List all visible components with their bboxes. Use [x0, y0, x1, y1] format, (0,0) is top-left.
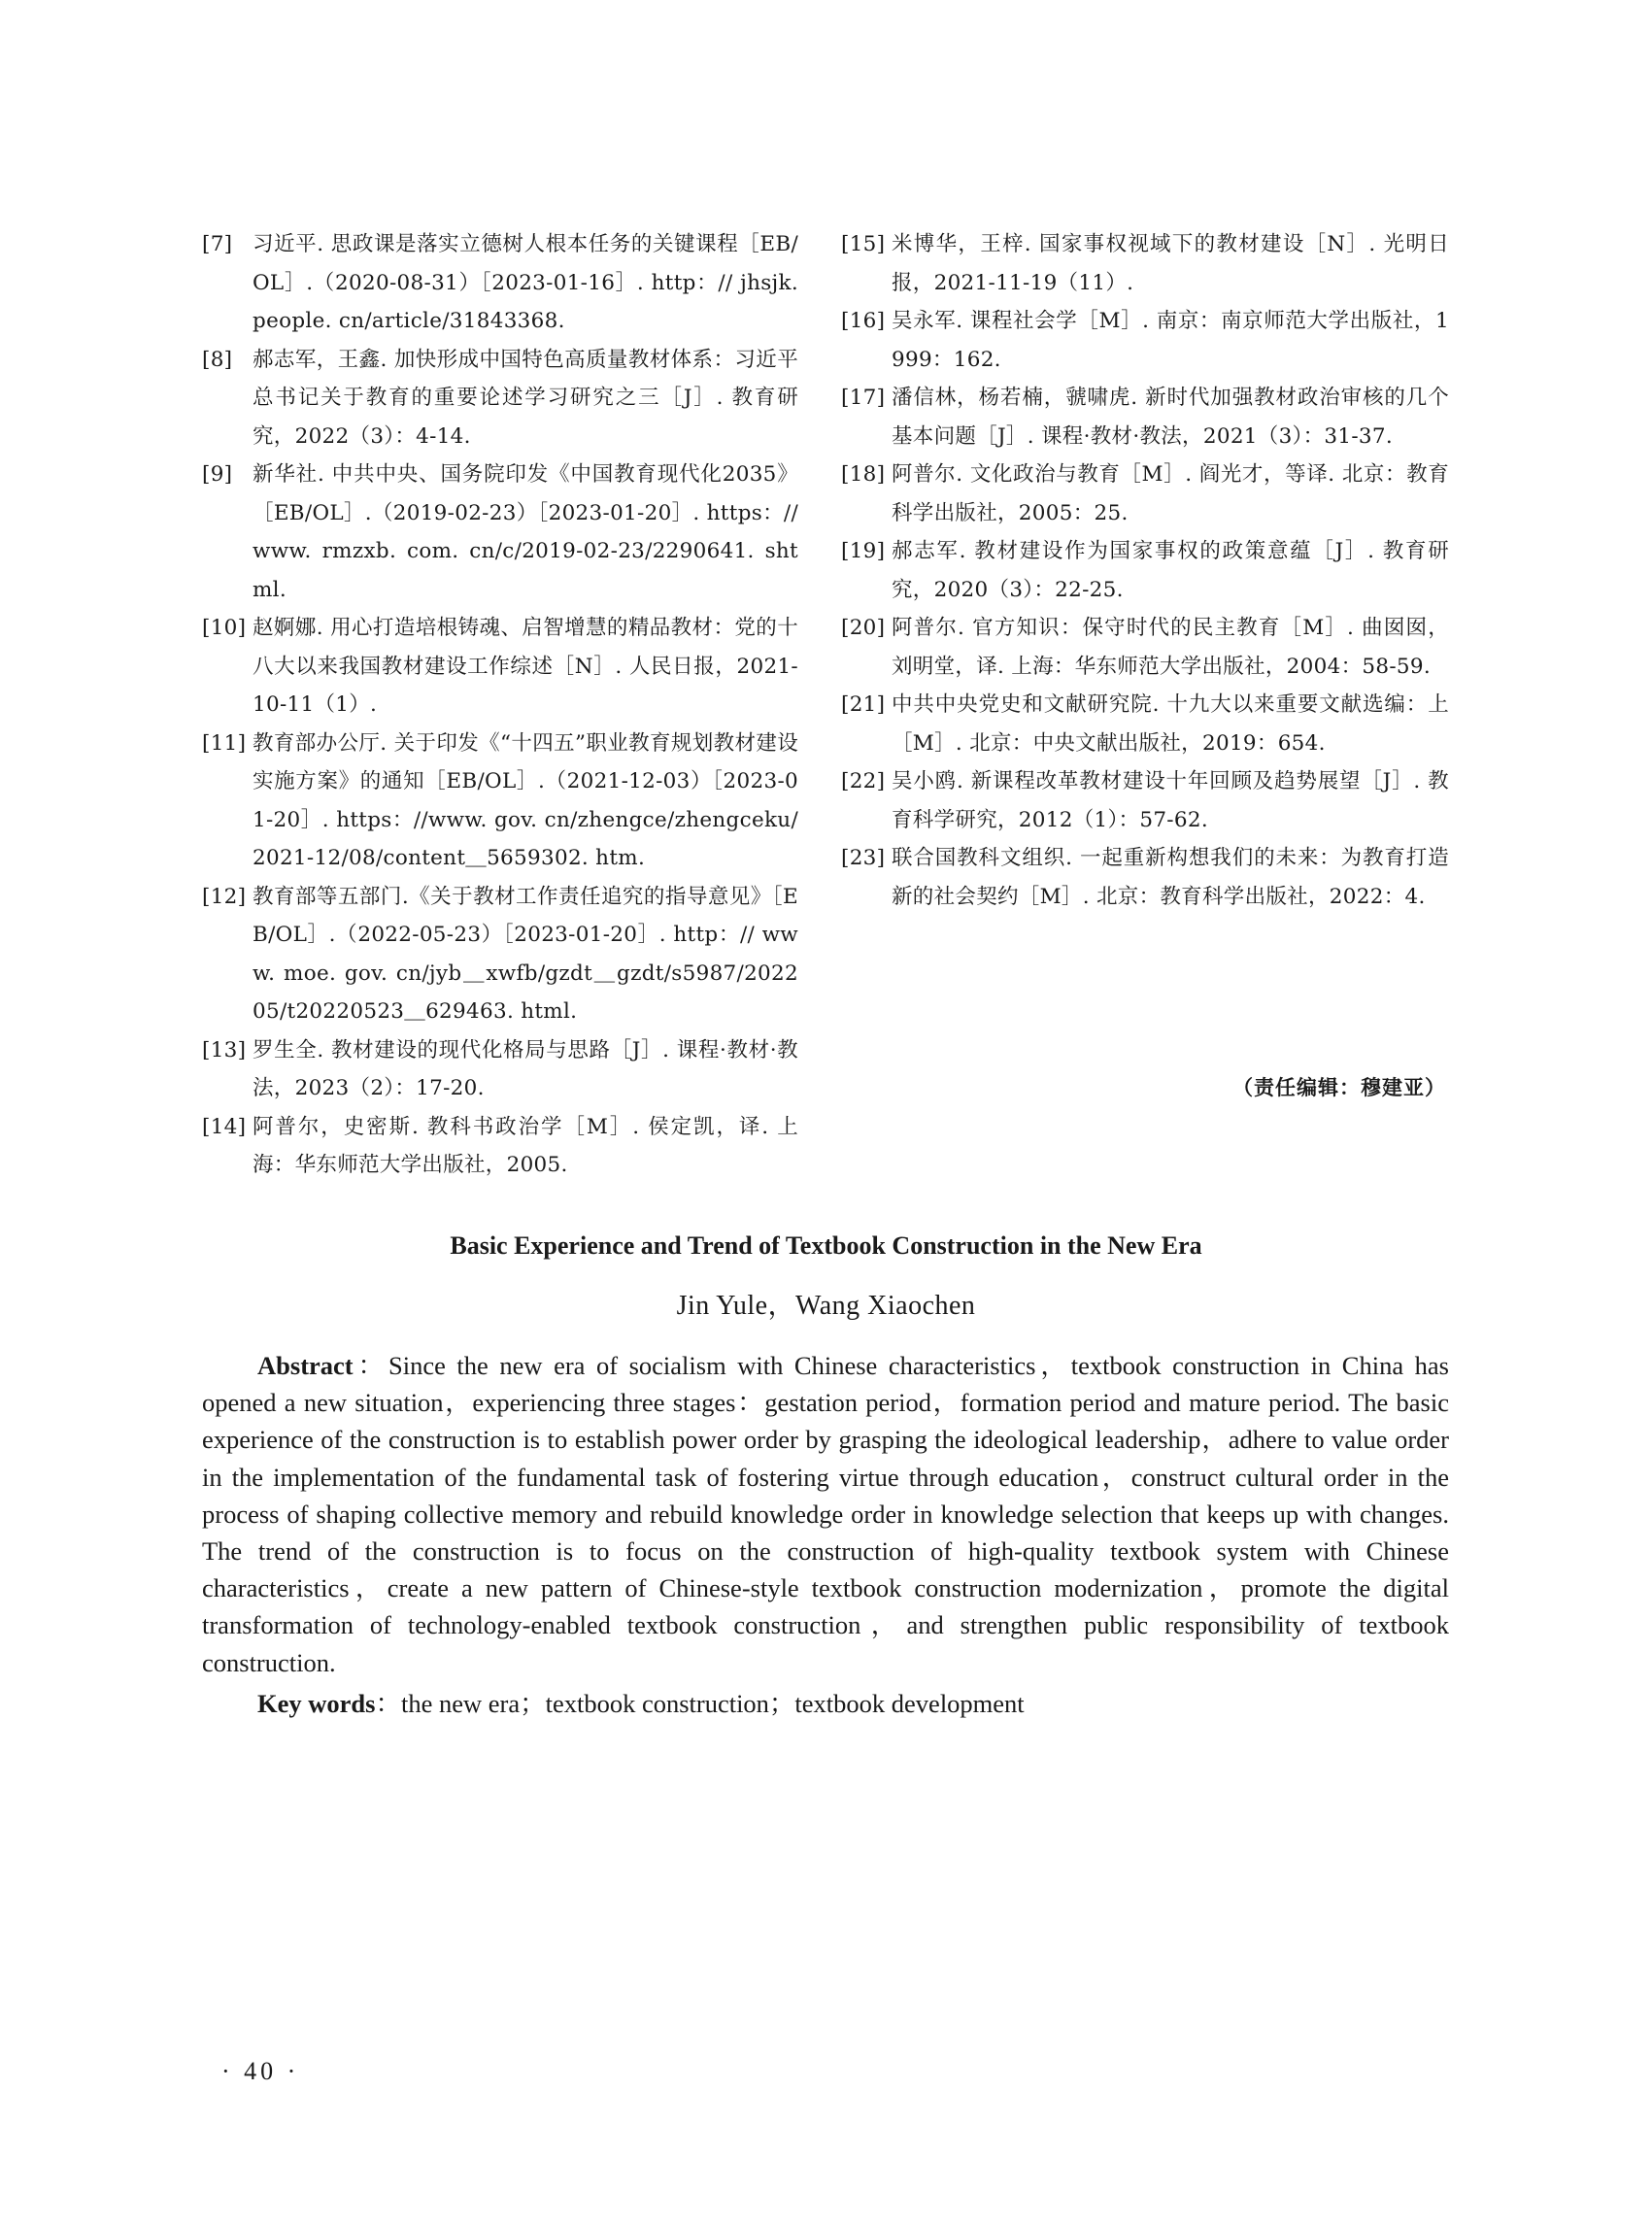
- reference-text: 潘信林，杨若楠，虢啸虎. 新时代加强教材政治审核的几个基本问题［J］. 课程·教材·教法，2021（3）：31-37.: [892, 386, 1449, 449]
- reference-item: [202, 1031, 798, 1108]
- reference-item: [202, 341, 798, 456]
- reference-text: 米博华，王梓. 国家事权视域下的教材建设［N］. 光明日报，2021-11-19（11）.: [892, 232, 1449, 295]
- reference-number: [20]: [841, 616, 886, 640]
- reference-number: [22]: [841, 769, 886, 793]
- reference-text: 教育部办公厅. 关于印发《“十四五”职业教育规划教材建设实施方案》的通知［EB/OL］.（2021-12-03）［2023-01-20］. https：//www. gov. cn/zhengce/zhengceku/2021-12/08/content＿5659302. htm.: [253, 730, 798, 870]
- page-number: · 40 ·: [221, 2057, 300, 2085]
- references-section: [202, 225, 1449, 1185]
- abstract-label: Abstract: [257, 1351, 354, 1380]
- reference-text: 吴永军. 课程社会学［M］. 南京：南京师范大学出版社，1999：162.: [892, 309, 1449, 372]
- reference-number: [14]: [202, 1114, 247, 1139]
- references-left-column: [202, 225, 798, 1185]
- reference-item: [841, 532, 1449, 609]
- reference-number: [18]: [841, 462, 886, 487]
- english-keywords: [202, 1685, 1449, 1722]
- keywords-label: Key words: [257, 1689, 376, 1718]
- reference-text: 郝志军. 教材建设作为国家事权的政策意蕴［J］. 教育研究，2020（3）：22-25.: [892, 539, 1449, 602]
- english-title: Basic Experience and Trend of Textbook Construction in the New Era: [450, 1231, 1202, 1260]
- reference-item: [202, 725, 798, 878]
- reference-number: [19]: [841, 539, 886, 563]
- reference-item: [841, 686, 1449, 762]
- reference-text: 习近平. 思政课是落实立德树人根本任务的关键课程［EB/OL］.（2020-08-31）［2023-01-16］. http：// jhsjk. people. cn/article/31843368.: [253, 232, 798, 333]
- reference-number: [11]: [202, 730, 247, 756]
- reference-text: 郝志军，王鑫. 加快形成中国特色高质量教材体系：习近平总书记关于教育的重要论述学习研究之三［J］. 教育研究，2022（3）：4-14.: [253, 347, 798, 449]
- reference-number: [17]: [841, 386, 886, 410]
- reference-text: 罗生全. 教材建设的现代化格局与思路［J］. 课程·教材·教法，2023（2）：17-20.: [253, 1037, 798, 1100]
- reference-text: 联合国教科文组织. 一起重新构想我们的未来：为教育打造新的社会契约［M］. 北京：教育科学出版社，2022：4.: [892, 846, 1449, 909]
- reference-item: [841, 379, 1449, 455]
- reference-text: 赵婀娜. 用心打造培根铸魂、启智增慧的精品教材：党的十八大以来我国教材建设工作综述［N］. 人民日报，2021-10-11（1）.: [253, 616, 798, 717]
- keywords-text: ：the new era；textbook construction；textbook development: [375, 1689, 1025, 1718]
- reference-item: [841, 839, 1449, 916]
- reference-number: [13]: [202, 1037, 247, 1062]
- reference-text: 吴小鸥. 新课程改革教材建设十年回顾及趋势展望［J］. 教育科学研究，2012（1）：57-62.: [892, 769, 1449, 832]
- reference-item: [841, 455, 1449, 532]
- references-right-column: [841, 225, 1449, 1185]
- reference-item: [841, 762, 1449, 839]
- reference-item: [202, 878, 798, 1031]
- reference-number: [12]: [202, 884, 247, 909]
- reference-item: [202, 609, 798, 725]
- english-abstract: [202, 1347, 1449, 1681]
- reference-text: 新华社. 中共中央、国务院印发《中国教育现代化2035》［EB/OL］.（2019-02-23）［2023-01-20］. https：// www. rmzxb. com. cn/c/2019-02-23/2290641. shtml.: [253, 462, 798, 602]
- reference-item: [841, 609, 1449, 686]
- reference-text: 阿普尔，史密斯. 教科书政治学［M］. 侯定凯，译. 上海：华东师范大学出版社，2005.: [253, 1114, 798, 1177]
- reference-number: [10]: [202, 616, 247, 640]
- responsible-editor-note: （责任编辑：穆建亚）: [1232, 1076, 1446, 1099]
- reference-item: [841, 302, 1449, 379]
- reference-number: [7]: [202, 232, 233, 256]
- reference-text: 阿普尔. 文化政治与教育［M］. 阎光才，等译. 北京：教育科学出版社，2005：25.: [892, 462, 1449, 525]
- reference-item: [202, 455, 798, 609]
- reference-number: [8]: [202, 347, 233, 372]
- reference-item: [202, 1108, 798, 1185]
- reference-number: [23]: [841, 846, 886, 870]
- reference-text: 教育部等五部门.《关于教材工作责任追究的指导意见》［EB/OL］.（2022-05-23）［2023-01-20］. http：// www. moe. gov. cn/jyb＿xwfb/gzdt＿gzdt/s5987/202205/t20220523＿629463. html.: [253, 884, 798, 1024]
- reference-item: [202, 225, 798, 341]
- reference-text: 阿普尔. 官方知识：保守时代的民主教育［M］. 曲囡囡，刘明堂，译. 上海：华东师范大学出版社，2004：58-59.: [892, 616, 1449, 679]
- reference-number: [15]: [841, 232, 886, 256]
- abstract-text: ：Since the new era of socialism with Chinese characteristics，textbook construction in China has opened a new situation，experiencing three stages：gestation period，formation period and mature period. The basic experience of the construction is to establish power order by grasping the ideological leadership，adhere to value order in the implementation of the fundamental task of fostering virtue through education，construct cultural order in the process of shaping collective memory and rebuild knowledge order in knowledge selection that keeps up with changes. The trend of the construction is to focus on the construction of high-quality textbook system with Chinese characteristics，create a new pattern of Chinese-style textbook construction modernization，promote the digital transformation of technology-enabled textbook construction，and strengthen public responsibility of textbook construction.: [202, 1351, 1449, 1677]
- reference-number: [21]: [841, 692, 886, 717]
- reference-number: [16]: [841, 309, 886, 333]
- reference-number: [9]: [202, 462, 233, 487]
- english-authors: Jin Yule，Wang Xiaochen: [676, 1291, 976, 1321]
- reference-text: 中共中央党史和文献研究院. 十九大以来重要文献选编：上［M］. 北京：中央文献出版社，2019：654.: [892, 692, 1449, 756]
- reference-item: [841, 225, 1449, 302]
